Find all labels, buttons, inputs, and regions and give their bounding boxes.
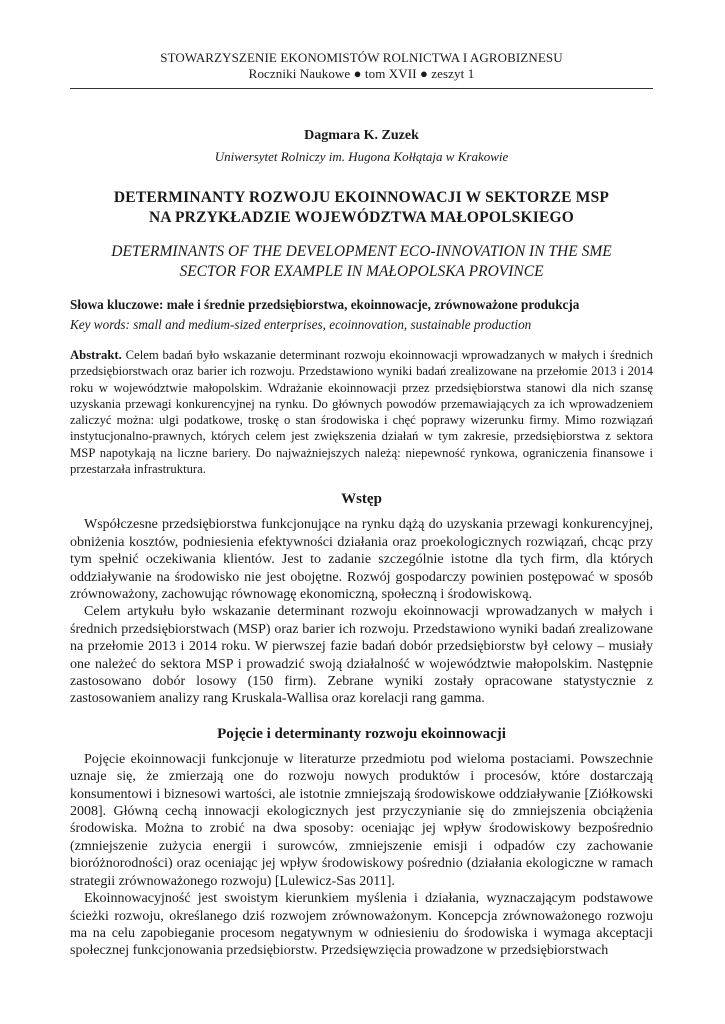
abstract-text: Celem badań było wskazanie determinant rozwoju ekoinnowacji wprowadzanych w małych i średnich przedsiębiorstwach oraz barier ich rozwoju. Przedstawiono wyniki badań zrealizowane na przełomie 2013 i 2014 roku w województwie małopolskim. Wdrażanie ekoinnowacji przez przedsiębiorstwa stanowi dla nich szansę uzyskania przewagi konkurencyjnej na rynku. Do głównych powodów przemawiających za ich wprowadzeniem zaliczyć można: ulgi podatkowe, troskę o stan środowiska i chęć poprawy wizerunku firmy. Mimo rozwiązań instytucjonalno-prawnych, których celem jest zwiększenia działań w tym zakresie, przedsiębiorstwa z sektora MSP napotykają na liczne bariery. Do najważniejszych należą: niepewność rynkowa, ograniczenia finansowe i przestarzała infrastruktura. xyxy=(70,348,653,477)
author-name: Dagmara K. Zuzek xyxy=(304,128,419,143)
section-concept xyxy=(70,726,653,960)
header-rule xyxy=(70,88,653,89)
title-polish xyxy=(70,188,653,228)
paper-page xyxy=(70,0,653,960)
author-affiliation: Uniwersytet Rolniczy im. Hugona Kołłątaja w Krakowie xyxy=(214,149,509,164)
journal-issue: Roczniki Naukowe ● tom XVII ● zeszyt 1 xyxy=(248,66,475,81)
paragraph: Celem artykułu było wskazanie determinant rozwoju ekoinnowacji wprowadzanych w małych i średnich przedsiębiorstwach (MSP) oraz barier ich rozwoju. Przedstawiono wyniki badań zrealizowane na przełomie 2013 i 2014 roku. W pierwszej fazie badań dobór przedsiębiorstw był celowy – musiały one należeć do sektora MSP i prowadzić swoją działalność w województwie małopolskim. Następnie zastosowano dobór losowy (150 firm). Zebrane wyniki zostały opracowane statystycznie z zastosowaniem analizy rang Kruskala-Wallisa oraz korelacji rang gamma. xyxy=(70,604,653,707)
abstract-label: Abstrakt. xyxy=(70,348,122,362)
keywords-english: Key words: small and medium-sized enterprises, ecoinnovation, sustainable production xyxy=(70,317,532,332)
paragraph: Pojęcie ekoinnowacji funkcjonuje w literaturze przedmiotu pod wieloma postaciami. Powszechnie uznaje się, że zmierzają one do rozwoju nowych produktów i procesów, które dostarczają konsumentowi i biznesowi wartości, ale istotnie zmniejszają środowiskowe oddziaływanie [Ziółkowski 2008]. Główną cechą innowacji ekologicznych jest przyczynianie się do zmniejszenia obciążenia środowiska. Można to zrobić na dwa sposoby: oceniając jej wpływ środowiskowy bezpośrednio (zmniejszenie zużycia energii i surowców, zmniejszenie emisji i odpadów czy zachowanie bioróżnorodności) oraz oceniając jej wpływ środowiskowy pośrednio (działania ekologiczne w ramach strategii zrównoważonego rozwoju) [Lulewicz-Sas 2011]. xyxy=(70,751,653,889)
title-english xyxy=(70,242,653,282)
abstract xyxy=(70,347,653,477)
title-english-line1: DETERMINANTS OF THE DEVELOPMENT ECO-INNOVATION IN THE SME xyxy=(111,243,612,260)
association-name: STOWARZYSZENIE EKONOMISTÓW ROLNICTWA I AGROBIZNESU xyxy=(160,50,563,65)
title-polish-line2: NA PRZYKŁADZIE WOJEWÓDZTWA MAŁOPOLSKIEGO xyxy=(149,209,574,226)
section-heading-concept: Pojęcie i determinanty rozwoju ekoinnowacji xyxy=(217,725,506,742)
section-heading-intro: Wstęp xyxy=(341,491,382,508)
paragraph: Ekoinnowacyjność jest swoistym kierunkiem myślenia i działania, wyznaczającym podstawowe ścieżki rozwoju, określanego dziś rozwojem zrównoważonym. Koncepcja zrównoważonego rozwoju ma na celu zapobieganie procesom negatywnym w odniesieniu do środowiska i wymaga akceptacji społecznej funkcjonowania przedsiębiorstw. Przedsięwzięcia prowadzone w przedsiębiorstwach xyxy=(70,891,653,959)
keywords-polish: Słowa kluczowe: małe i średnie przedsiębiorstwa, ekoinnowacje, zrównoważone produkcja xyxy=(70,297,580,312)
section-introduction xyxy=(70,491,653,707)
journal-header xyxy=(70,50,653,82)
title-english-line2: SECTOR FOR EXAMPLE IN MAŁOPOLSKA PROVINCE xyxy=(179,263,544,280)
paragraph: Współczesne przedsiębiorstwa funkcjonujące na rynku dążą do uzyskania przewagi konkurencyjnej, obniżenia kosztów, podniesienia efektywności działania oraz proekologicznych rozwiązań, chcąc przy tym spełnić oczekiwania klientów. Jest to zadanie szczególnie istotne dla tych firm, dla których oddziaływanie na środowisko nie jest obojętne. Rozwój gospodarczy powinien postępować w sposób zrównoważony, zachowując równowagę ekonomiczną, społeczną i środowiskową. xyxy=(70,517,653,602)
title-polish-line1: DETERMINANTY ROZWOJU EKOINNOWACJI W SEKTORZE MSP xyxy=(113,189,610,206)
